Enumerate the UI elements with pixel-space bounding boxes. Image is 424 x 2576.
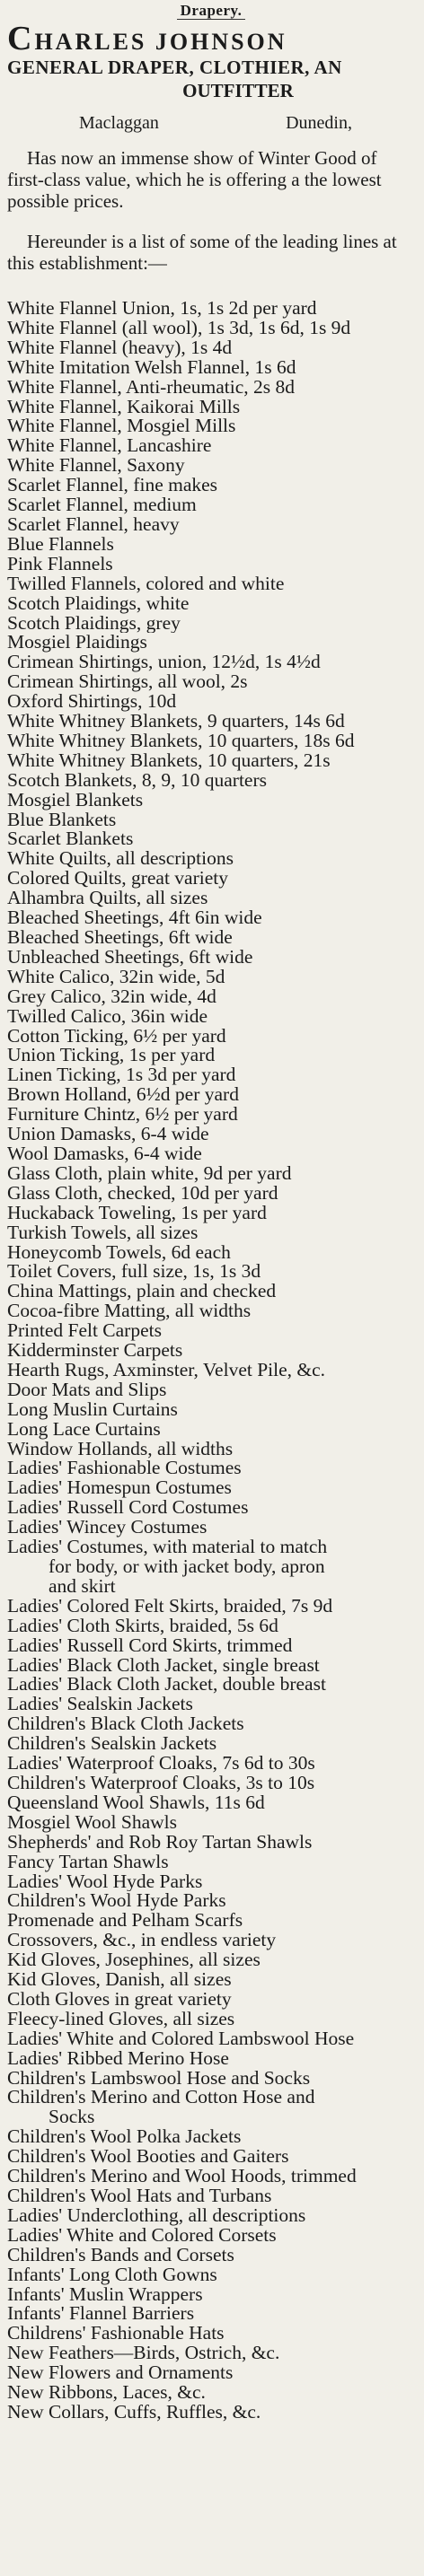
- advertiser-title-line2: OUTFITTER: [182, 80, 294, 101]
- list-item: White Whitney Blankets, 10 quarters, 18s 6d: [7, 731, 355, 751]
- list-item: White Whitney Blankets, 10 quarters, 21s: [7, 750, 331, 771]
- list-item: Ladies' Cloth Skirts, braided, 5s 6d: [7, 1616, 278, 1636]
- list-item: Colored Quilts, great variety: [7, 869, 228, 889]
- list-item: Shepherds' and Rob Roy Tartan Shawls: [7, 1832, 313, 1853]
- list-item: Children's Lambswool Hose and Socks: [7, 2068, 311, 2089]
- section-heading-text: Drapery.: [177, 2, 246, 20]
- list-item: Toilet Covers, full size, 1s, 1s 3d: [7, 1262, 261, 1283]
- list-item: Mosgiel Plaidings: [7, 633, 147, 653]
- list-item: Children's Wool Booties and Gaiters: [7, 2147, 289, 2168]
- list-item: Ladies' Fashionable Costumes: [7, 1459, 242, 1479]
- list-item: White Flannel, Kaikorai Mills: [7, 397, 241, 417]
- list-item: Crimean Shirtings, union, 12½d, 1s 4½d: [7, 653, 321, 673]
- list-item: Glass Cloth, checked, 10d per yard: [7, 1183, 278, 1204]
- list-item: Ladies' Homespun Costumes: [7, 1478, 232, 1499]
- list-item: Bleached Sheetings, 4ft 6in wide: [7, 908, 262, 928]
- list-item: Ladies' Colored Felt Skirts, braided, 7s 9d: [7, 1596, 333, 1617]
- section-heading: [7, 2, 415, 20]
- list-item: New Feathers—Birds, Ostrich, &c.: [7, 2344, 280, 2364]
- list-item: China Mattings, plain and checked: [7, 1282, 277, 1302]
- list-item: Children's Wool Hats and Turbans: [7, 2186, 272, 2206]
- list-item: Glass Cloth, plain white, 9d per yard: [7, 1163, 292, 1184]
- list-item: White Flannel, Lancashire: [7, 436, 212, 457]
- list-item: Ladies' White and Colored Corsets: [7, 2225, 277, 2246]
- advertiser-name: [7, 20, 415, 57]
- list-item: Ladies' Black Cloth Jacket, double breast: [7, 1675, 326, 1695]
- list-item: Crimean Shirtings, all wool, 2s: [7, 672, 248, 693]
- list-item: Scarlet Flannel, fine makes: [7, 476, 218, 496]
- list-item: Door Mats and Slips: [7, 1380, 167, 1400]
- item-list: [7, 299, 415, 2423]
- list-item: Ladies' Black Cloth Jacket, single breast: [7, 1655, 320, 1676]
- list-item: White Quilts, all descriptions: [7, 849, 234, 870]
- list-item: Scotch Plaidings, white: [7, 593, 190, 614]
- list-item: White Flannel, Saxony: [7, 456, 185, 477]
- list-item: Mosgiel Wool Shawls: [7, 1812, 177, 1833]
- list-item: Cotton Ticking, 6½ per yard: [7, 1026, 226, 1047]
- list-item: Ladies' Costumes, with material to match: [7, 1538, 328, 1557]
- list-item: Brown Holland, 6½d per yard: [7, 1085, 239, 1106]
- list-item: Infants' Muslin Wrappers: [7, 2284, 203, 2305]
- list-item: Children's Merino and Cotton Hose and: [7, 2088, 315, 2108]
- list-item: for body, or with jacket body, apron: [49, 1557, 325, 1577]
- list-item: Kidderminster Carpets: [7, 1341, 183, 1361]
- list-item: Alhambra Quilts, all sizes: [7, 889, 208, 909]
- list-item: Bleached Sheetings, 6ft wide: [7, 928, 233, 948]
- list-item: Children's Wool Polka Jackets: [7, 2127, 242, 2148]
- list-item: Cocoa-fibre Matting, all widths: [7, 1301, 252, 1322]
- list-item: Printed Felt Carpets: [7, 1321, 162, 1342]
- list-item: Fleecy-lined Gloves, all sizes: [7, 2009, 235, 2029]
- list-item: White Flannel, Mosgiel Mills: [7, 416, 236, 437]
- list-item: Twilled Calico, 36in wide: [7, 1006, 208, 1027]
- list-item: Crossovers, &c., in endless variety: [7, 1931, 277, 1951]
- list-item: Scotch Blankets, 8, 9, 10 quarters: [7, 770, 268, 791]
- list-item: Children's Black Cloth Jackets: [7, 1714, 244, 1735]
- list-item: Ladies' Russell Cord Skirts, trimmed: [7, 1635, 293, 1656]
- advertiser-title-line1: GENERAL DRAPER, CLOTHIER, AN: [7, 57, 342, 78]
- list-item: Wool Damasks, 6-4 wide: [7, 1143, 202, 1164]
- advertiser-name-initial: C: [7, 20, 35, 57]
- list-item: Union Damasks, 6-4 wide: [7, 1125, 209, 1144]
- list-item: Mosgiel Blankets: [7, 790, 144, 810]
- list-item: Ladies' Wincey Costumes: [7, 1518, 208, 1538]
- list-item: White Flannel Union, 1s, 1s 2d per yard: [7, 299, 317, 319]
- list-item: Scarlet Blankets: [7, 829, 134, 850]
- list-item: White Imitation Welsh Flannel, 1s 6d: [7, 357, 296, 378]
- list-item: Turkish Towels, all sizes: [7, 1222, 199, 1243]
- list-item: New Ribbons, Laces, &c.: [7, 2383, 206, 2403]
- list-item: Pink Flannels: [7, 554, 113, 574]
- list-item: White Flannel (heavy), 1s 4d: [7, 337, 233, 358]
- list-item: White Flannel, Anti-rheumatic, 2s 8d: [7, 377, 296, 398]
- advertiser-address: [7, 102, 415, 135]
- list-intro: Hereunder is a list of some of the leading lines at this establishment:—: [7, 231, 397, 274]
- list-item: Ladies' White and Colored Lambswool Hose: [7, 2028, 355, 2049]
- list-item: Grey Calico, 32in wide, 4d: [7, 986, 216, 1007]
- list-item: Long Muslin Curtains: [7, 1399, 178, 1420]
- list-item: Ladies' Wool Hyde Parks: [7, 1871, 203, 1892]
- list-item: Furniture Chintz, 6½ per yard: [7, 1105, 238, 1126]
- list-item: and skirt: [49, 1576, 116, 1597]
- list-item: Long Lace Curtains: [7, 1419, 161, 1440]
- list-item: Honeycomb Towels, 6d each: [7, 1242, 231, 1263]
- list-item: Window Hollands, all widths: [7, 1439, 234, 1459]
- list-item: New Flowers and Ornaments: [7, 2363, 234, 2384]
- list-item: Childrens' Fashionable Hats: [7, 2324, 225, 2344]
- list-item: White Calico, 32in wide, 5d: [7, 967, 225, 987]
- list-item: Cloth Gloves in great variety: [7, 1989, 232, 2010]
- list-item: Hearth Rugs, Axminster, Velvet Pile, &c.: [7, 1360, 326, 1380]
- list-item: New Collars, Cuffs, Ruffles, &c.: [7, 2402, 261, 2423]
- list-item: Ladies' Underclothing, all descriptions: [7, 2205, 306, 2226]
- advertiser-name-rest: HARLES JOHNSON: [34, 29, 287, 55]
- list-item: Children's Wool Hyde Parks: [7, 1891, 226, 1912]
- list-item: Blue Blankets: [7, 810, 117, 830]
- list-item: Linen Ticking, 1s 3d per yard: [7, 1065, 236, 1086]
- list-item: Twilled Flannels, colored and white: [7, 574, 285, 594]
- list-item: Children's Sealskin Jackets: [7, 1734, 217, 1755]
- list-item: Blue Flannels: [7, 534, 114, 555]
- list-item: Ladies' Sealskin Jackets: [7, 1695, 193, 1715]
- list-item: Infants' Flannel Barriers: [7, 2304, 195, 2325]
- list-item: Scarlet Flannel, medium: [7, 495, 197, 515]
- list-item: Scotch Plaidings, grey: [7, 613, 181, 634]
- list-item: Fancy Tartan Shawls: [7, 1852, 169, 1872]
- list-item: Unbleached Sheetings, 6ft wide: [7, 947, 253, 968]
- advert-intro: Has now an immense show of Winter Good of first-class value, which he is offering a the lowest possible prices.: [7, 147, 382, 212]
- list-item: Ladies' Ribbed Merino Hose: [7, 2048, 229, 2069]
- list-item: Socks: [49, 2107, 95, 2128]
- list-item: Oxford Shirtings, 10d: [7, 692, 177, 713]
- list-item: White Whitney Blankets, 9 quarters, 14s 6d: [7, 712, 345, 732]
- list-item: Children's Merino and Wool Hoods, trimmed: [7, 2167, 357, 2186]
- list-item: Promenade and Pelham Scarfs: [7, 1911, 243, 1932]
- list-item: Huckaback Toweling, 1s per yard: [7, 1203, 267, 1223]
- list-item: Infants' Long Cloth Gowns: [7, 2265, 217, 2285]
- list-item: Children's Bands and Corsets: [7, 2245, 234, 2265]
- address-street: Maclaggan: [79, 113, 159, 133]
- list-item: Children's Waterproof Cloaks, 3s to 10s: [7, 1773, 315, 1793]
- list-item: White Flannel (all wool), 1s 3d, 1s 6d, 1s 9d: [7, 318, 351, 338]
- list-item: Queensland Wool Shawls, 11s 6d: [7, 1792, 265, 1813]
- list-item: Union Ticking, 1s per yard: [7, 1046, 216, 1066]
- list-item: Kid Gloves, Danish, all sizes: [7, 1970, 232, 1990]
- list-item: Ladies' Russell Cord Costumes: [7, 1498, 249, 1519]
- list-item: Kid Gloves, Josephines, all sizes: [7, 1950, 261, 1971]
- list-item: Scarlet Flannel, heavy: [7, 514, 180, 535]
- address-city: Dunedin,: [286, 113, 352, 133]
- list-item: Ladies' Waterproof Cloaks, 7s 6d to 30s: [7, 1754, 315, 1774]
